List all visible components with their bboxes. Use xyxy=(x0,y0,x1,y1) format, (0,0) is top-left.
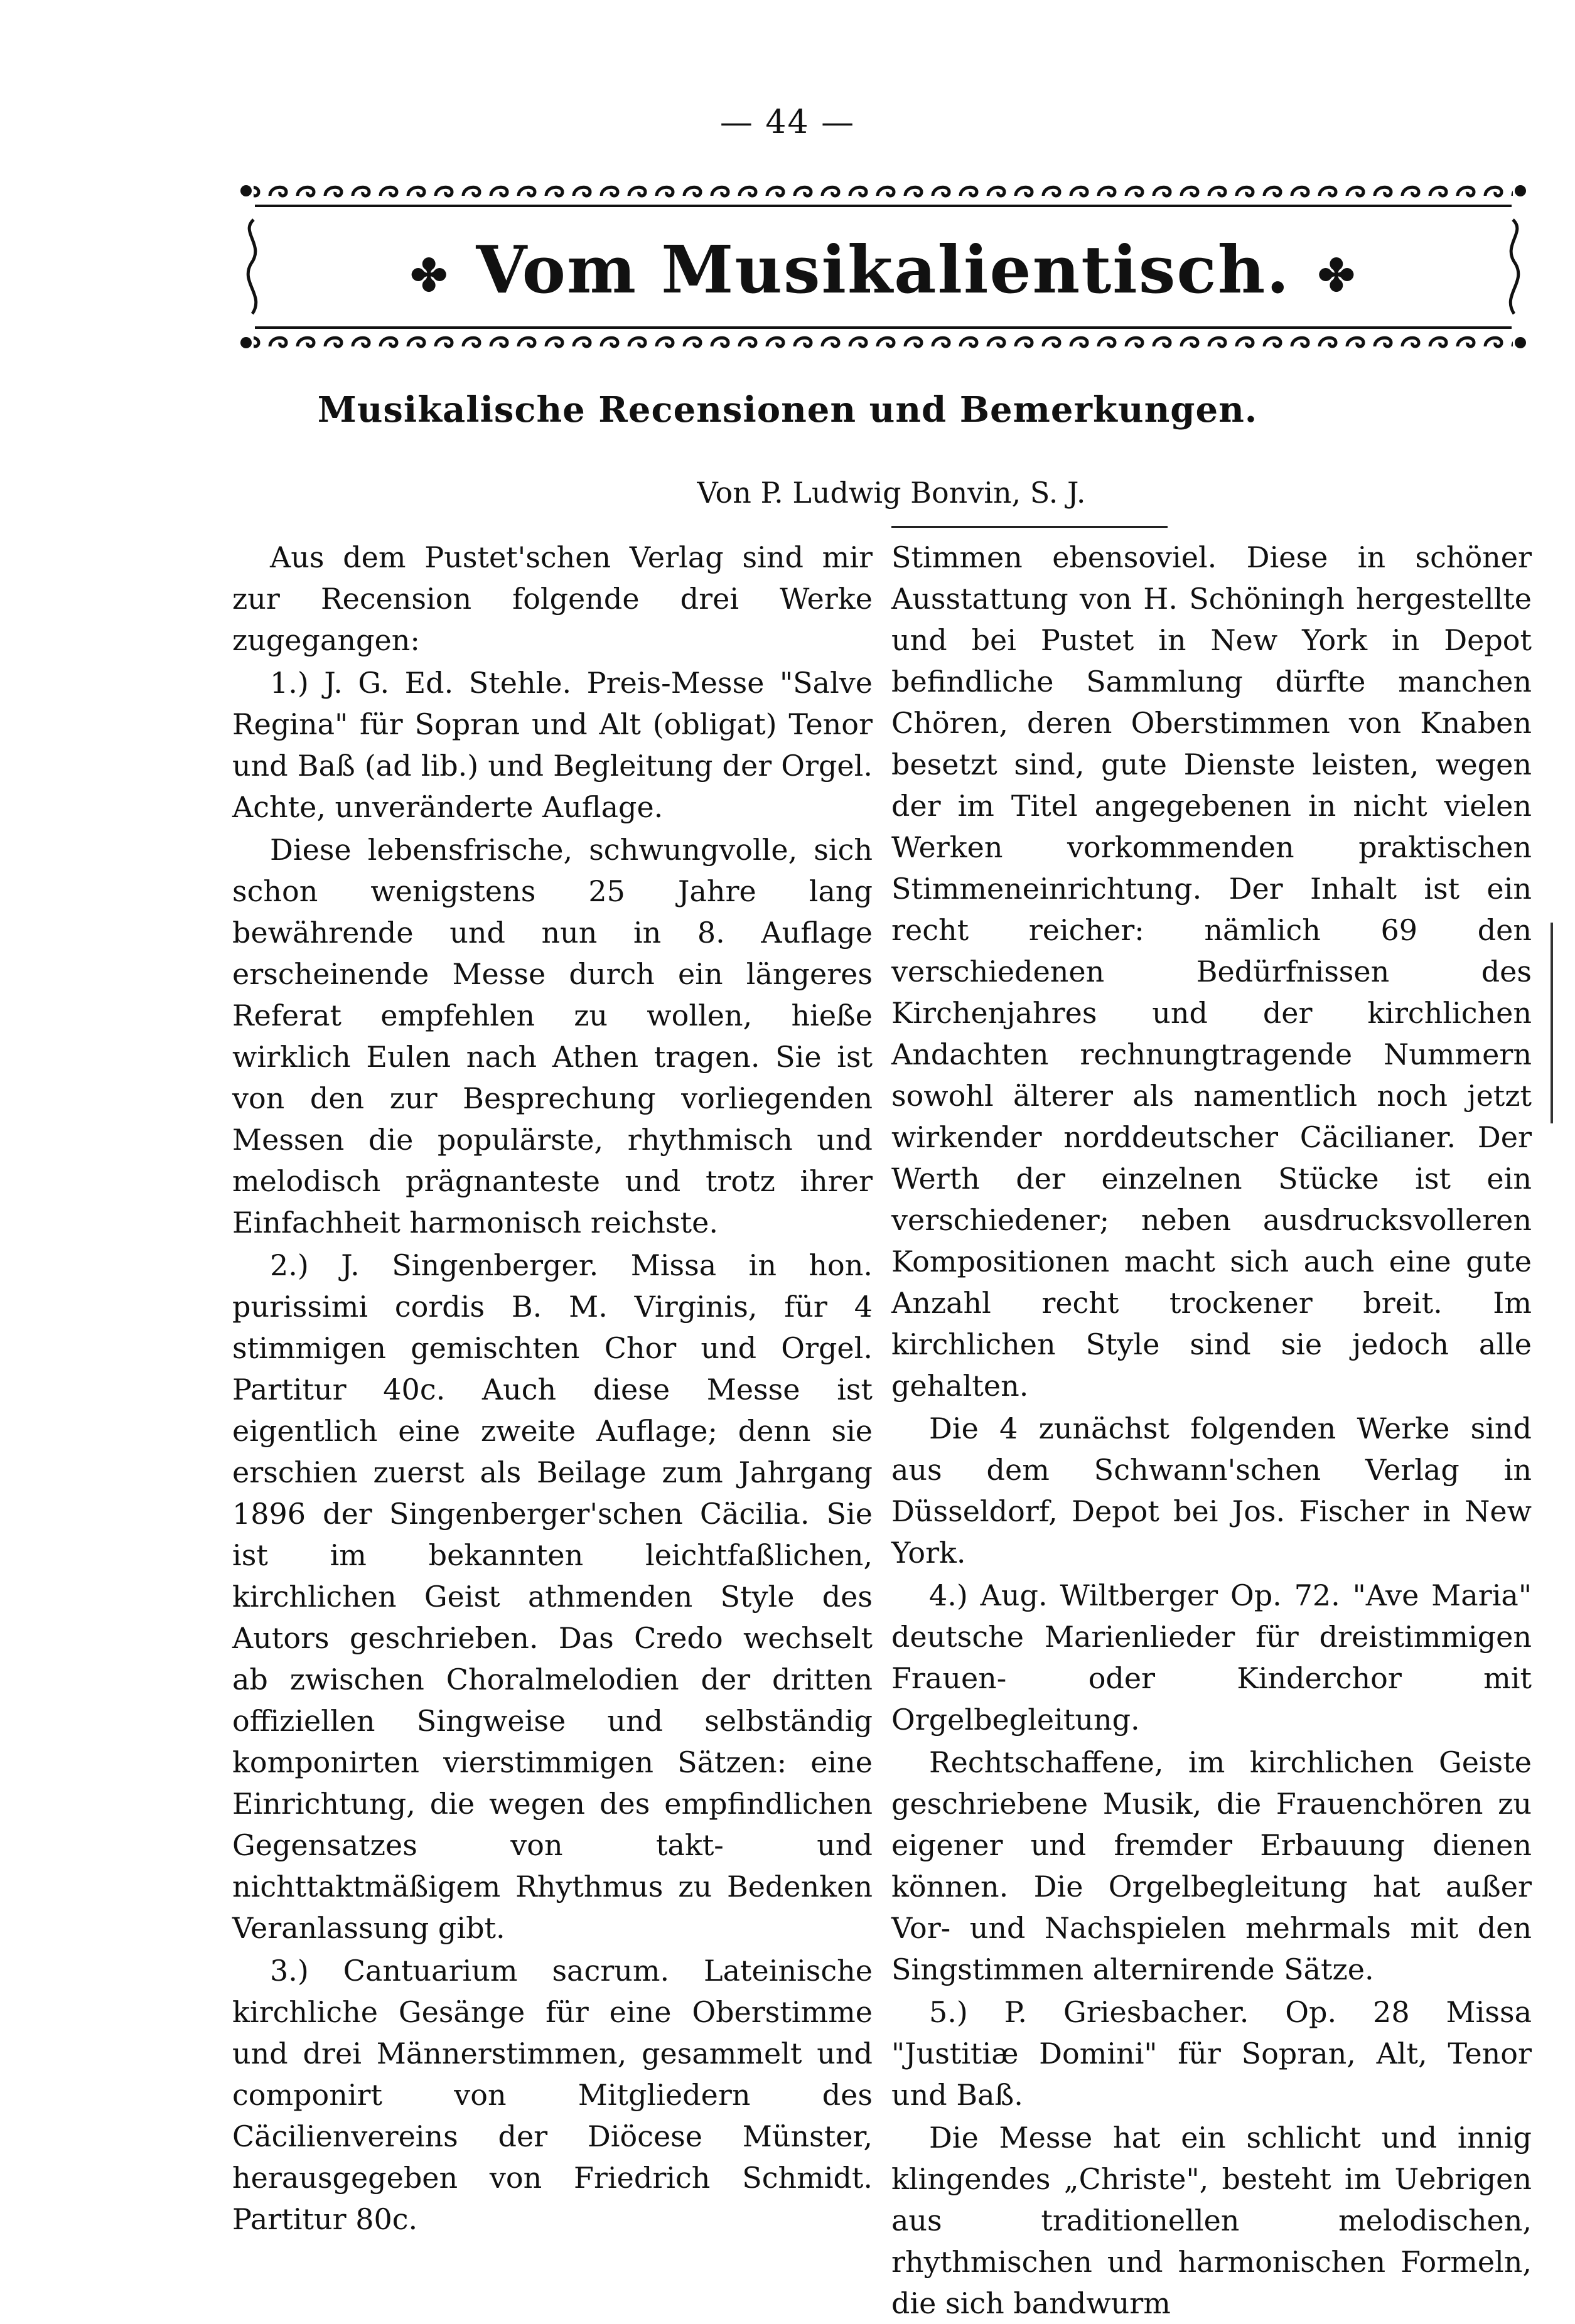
paragraph: Die 4 zunächst folgenden Werke sind aus dem Schwann'schen Verlag in Düsseldorf, Depot bei Jos. Fischer in New York. xyxy=(891,1411,1532,1570)
paragraph: 3.) Cantuarium sacrum. Lateinische kirchliche Gesänge für eine Oberstimme und drei Männerstimmen, gesammelt und componirt von Mitgliedern des Cäcilienvereins der Diöcese Münster, herausgegeben von Friedrich Schmidt. Partitur 80c. xyxy=(232,1954,873,2236)
left-column xyxy=(232,537,873,2236)
margin-rule xyxy=(1551,923,1553,1123)
paragraph: Aus dem Pustet'schen Verlag sind mir zur Recension folgende drei Werke zugegangen: xyxy=(232,540,873,657)
byline-rule xyxy=(891,526,1168,528)
paragraph: 5.) P. Griesbacher. Op. 28 Missa "Justitiæ Domini" für Sopran, Alt, Tenor und Baß. xyxy=(891,1995,1532,2112)
byline: Von P. Ludwig Bonvin, S. J. xyxy=(697,476,1086,510)
paragraph: 1.) J. G. Ed. Stehle. Preis-Messe "Salve Regina" für Sopran und Alt (obligat) Tenor und Baß (ad lib.) und Begleitung der Orgel. Achte, unveränderte Auflage. xyxy=(232,666,873,824)
paragraph: 4.) Aug. Wiltberger Op. 72. "Ave Maria" deutsche Marienlieder für dreistimmigen Frauen- oder Kinderchor mit Orgelbegleitung. xyxy=(891,1578,1532,1737)
section-title: Musikalische Recensionen und Bemerkungen. xyxy=(317,389,1258,431)
fleuron-right-icon: ✤ xyxy=(1318,249,1357,302)
title-banner xyxy=(240,182,1527,351)
page-number: — 44 — xyxy=(719,104,856,141)
paragraph: Rechtschaffene, im kirchlichen Geiste geschriebene Musik, die Frauenchören zu eigener und fremder Erbauung dienen können. Die Orgelbegleitung hat außer Vor- und Nachspielen mehrmals mit den Singstimmen alternirende Sätze. xyxy=(891,1745,1532,1986)
paragraph: Die Messe hat ein schlicht und innig klingendes „Christe", besteht im Uebrigen aus traditionellen melodischen, rhythmischen und harmonischen Formeln, die sich bandwurm xyxy=(891,2121,1532,2320)
right-column xyxy=(891,537,1532,2320)
banner-title-text: Vom Musikalientisch. xyxy=(476,231,1291,308)
fleuron-left-icon: ✤ xyxy=(410,249,449,302)
paragraph: Stimmen ebensoviel. Diese in schöner Ausstattung von H. Schöningh hergestellte und bei Pustet in New York in Depot befindliche Sammlung dürfte manchen Chören, deren Oberstimmen von Knaben besetzt sind, gute Dienste leisten, wegen der im Titel angegebenen in nicht vielen Werken vorkommenden praktischen Stimmeneinrichtung. Der Inhalt ist ein recht reicher: nämlich 69 den verschiedenen Bedürfnissen des Kirchenjahres und der kirchlichen Andachten rechnungtragende Nummern sowohl älterer als namentlich noch jetzt wirkender norddeutscher Cäcilianer. Der Werth der einzelnen Stücke ist ein verschiedener; neben ausdrucksvolleren Kompositionen macht sich auch eine gute Anzahl recht trockener breit. Im kirchlichen Style sind sie jedoch alle gehalten. xyxy=(891,540,1532,1403)
paragraph: Diese lebensfrische, schwungvolle, sich schon wenigstens 25 Jahre lang bewährende und nun in 8. Auflage erscheinende Messe durch ein längeres Referat empfehlen zu wollen, hieße wirklich Eulen nach Athen tragen. Sie ist von den zur Besprechung vorliegenden Messen die populärste, rhythmisch und melodisch prägnanteste und trotz ihrer Einfachheit harmonisch reichste. xyxy=(232,833,873,1240)
banner-title xyxy=(240,231,1527,308)
paragraph: 2.) J. Singenberger. Missa in hon. purissimi cordis B. M. Virginis, für 4 stimmigen gemischten Chor und Orgel. Partitur 40c. Auch diese Messe ist eigentlich eine zweite Auflage; denn sie erschien zuerst als Beilage zum Jahrgang 1896 der Singenberger'schen Cäcilia. Sie ist im bekannten leichtfaßlichen, kirchlichen Geist athmenden Style des Autors geschrieben. Das Credo wechselt ab zwischen Choralmelodien der dritten offiziellen Singweise und selbständig komponirten vierstimmigen Sätzen: eine Einrichtung, die wegen des empfindlichen Gegensatzes von takt- und nichttaktmäßigem Rhythmus zu Bedenken Veranlassung gibt. xyxy=(232,1248,873,1945)
